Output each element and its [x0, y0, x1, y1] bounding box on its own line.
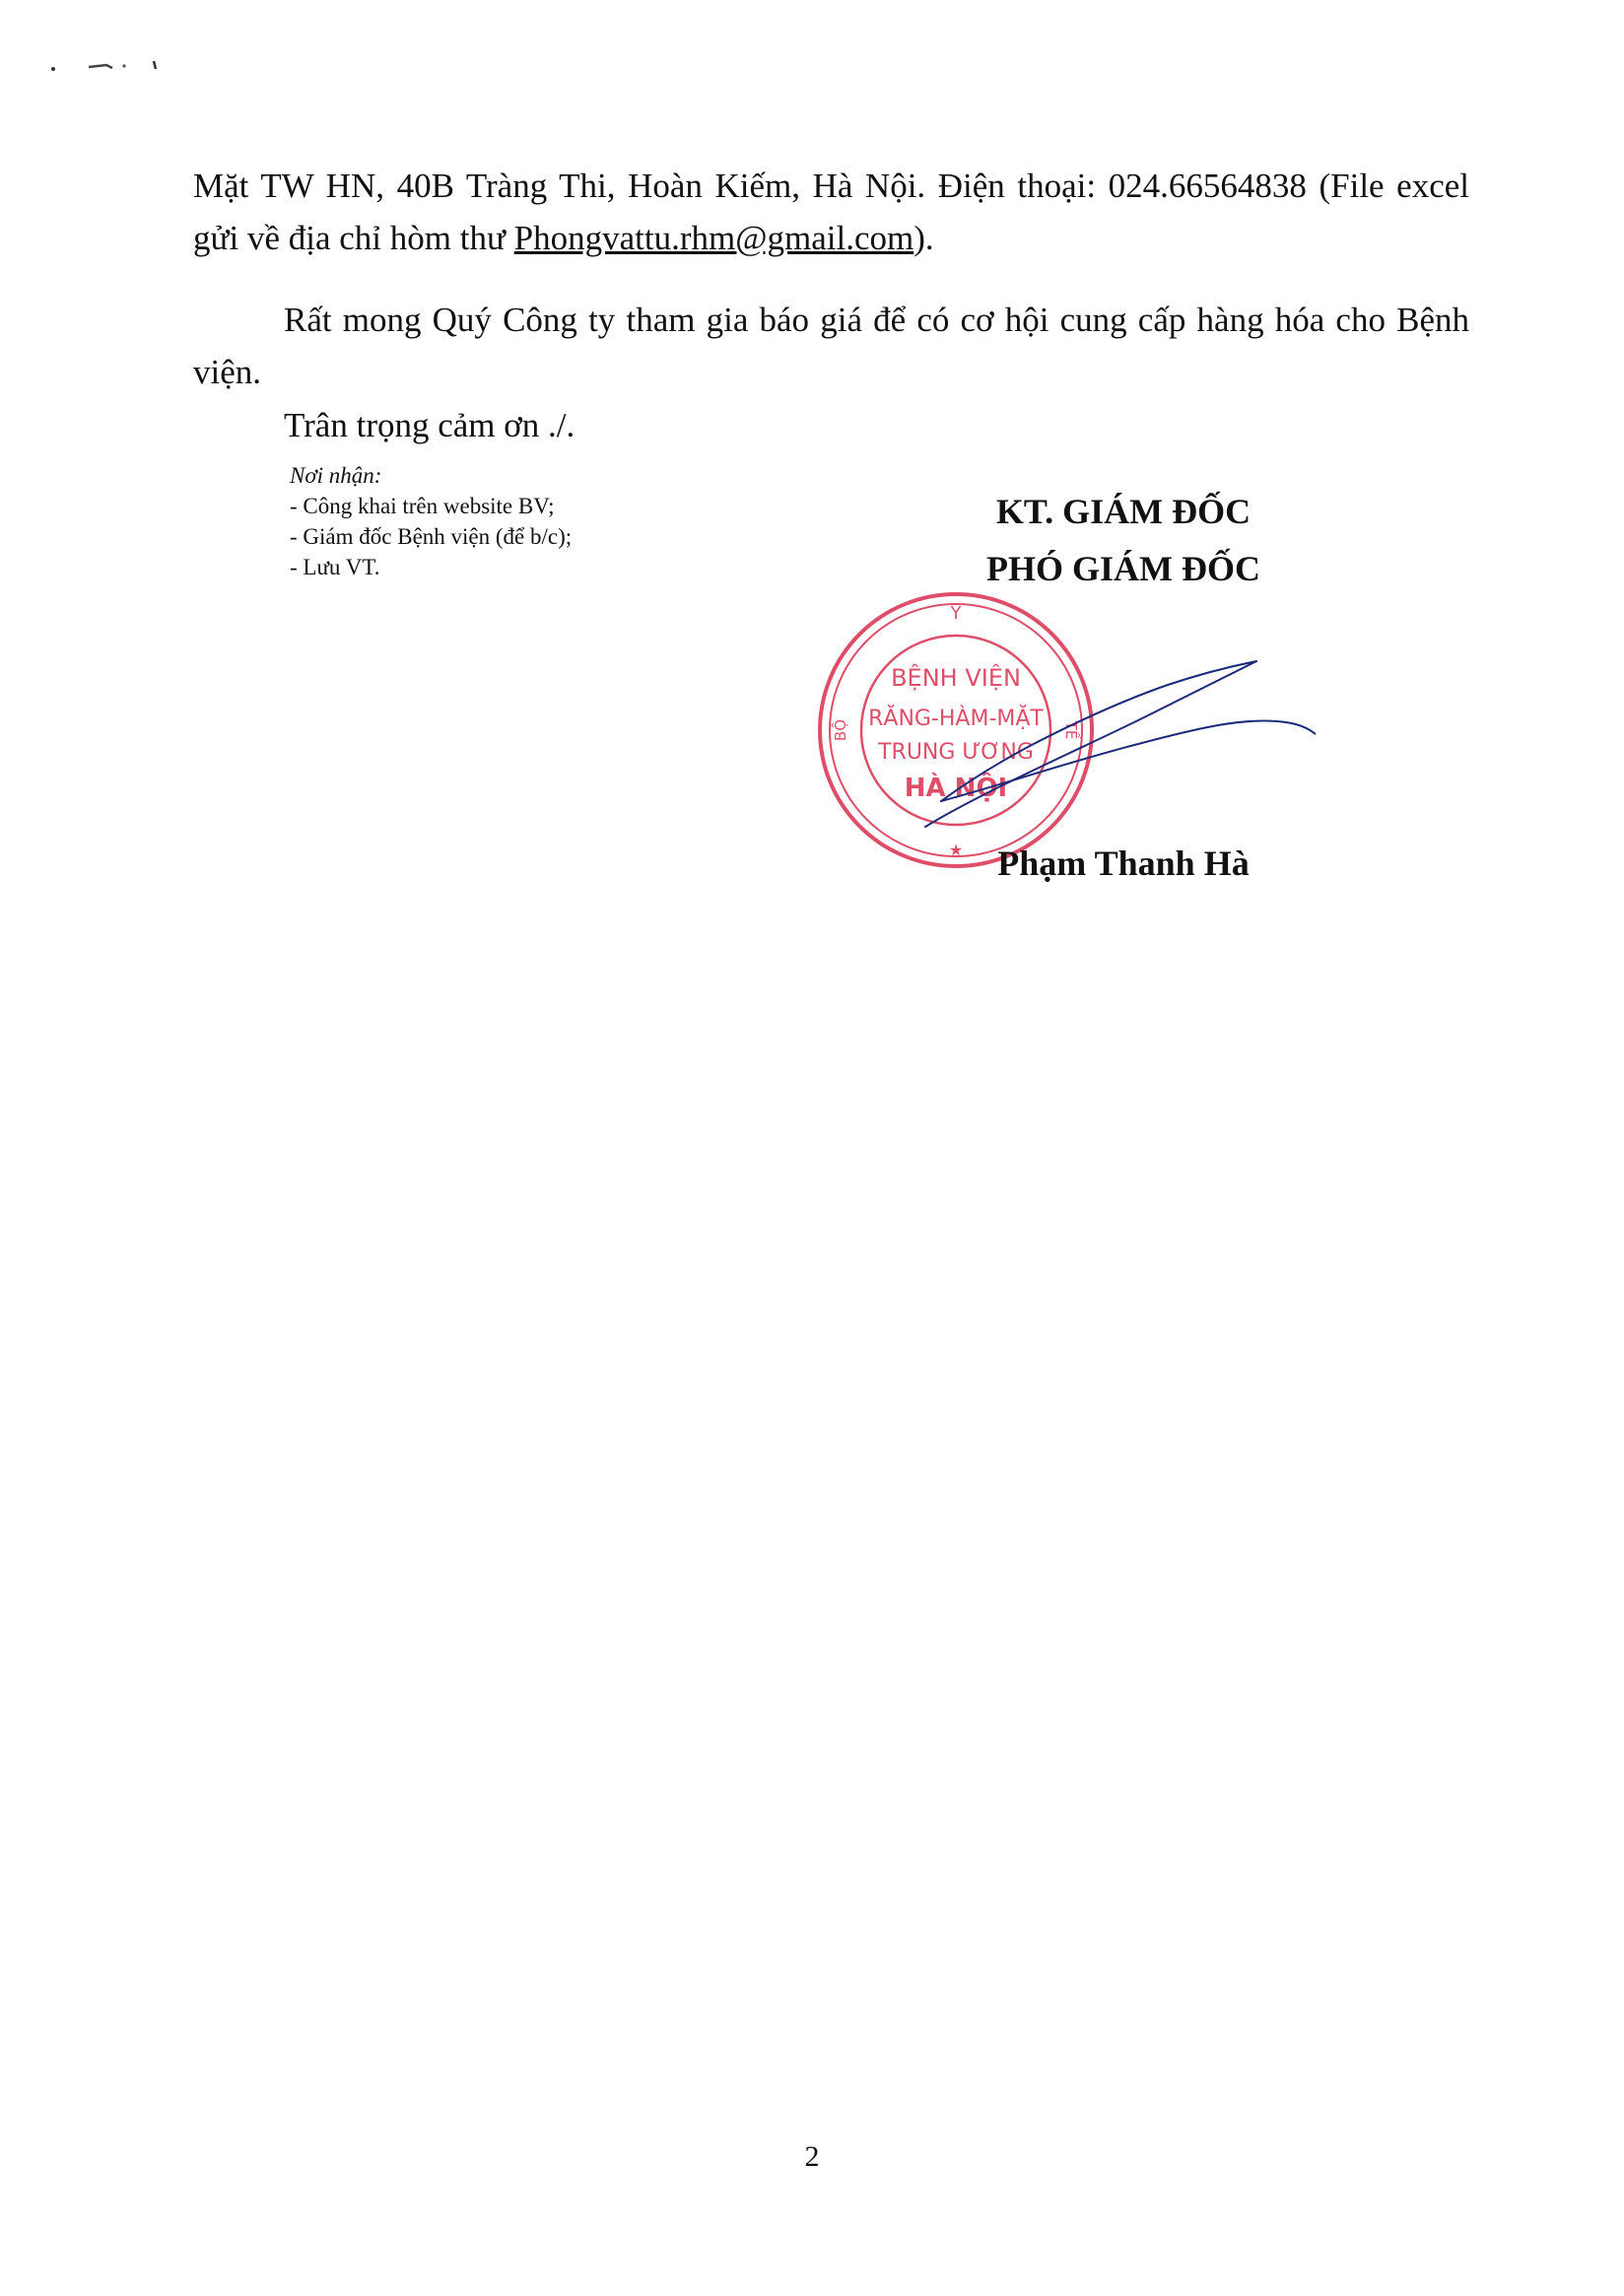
- recipients-list: [290, 491, 572, 582]
- email-suffix: ).: [914, 219, 934, 257]
- stamp-top-text: Y: [950, 603, 962, 624]
- email-link[interactable]: Phongvattu.rhm@gmail.com: [513, 219, 914, 257]
- thanks-line: Trân trọng cảm ơn ./.: [284, 406, 575, 444]
- recipients-block: [290, 460, 572, 582]
- stamp-line-3: TRUNG ƯƠNG: [878, 740, 1034, 765]
- stamp-right-text: TẾ: [1062, 720, 1080, 740]
- recipient-item: - Lưu VT.: [290, 552, 572, 582]
- stamp-left-text: BỘ: [832, 718, 849, 742]
- signature-title-line-1: KT. GIÁM ĐỐC: [995, 492, 1252, 531]
- signer-name: Phạm Thanh Hà: [997, 844, 1250, 883]
- signature-title-block: [936, 483, 1311, 597]
- stamp-line-4: HÀ NỘI: [904, 774, 1008, 803]
- recipients-label: Nơi nhận:: [290, 463, 382, 488]
- email-prefix: gửi về địa chỉ hòm thư: [193, 219, 514, 257]
- scan-marks: [47, 57, 166, 77]
- signature-title-line-2: PHÓ GIÁM ĐỐC: [986, 549, 1260, 588]
- handwritten-signature: [912, 645, 1316, 843]
- stamp-line-1: BỆNH VIỆN: [891, 664, 1021, 692]
- recipient-item: - Công khai trên website BV;: [290, 491, 572, 521]
- stamp-line-2: RĂNG-HÀM-MẶT: [868, 707, 1044, 731]
- recipient-item: - Giám đốc Bệnh viện (để b/c);: [290, 521, 572, 552]
- stamp-star-icon: ★: [948, 841, 964, 859]
- address-paragraph: [193, 160, 1469, 264]
- request-paragraph: Rất mong Quý Công ty tham gia báo giá để có cơ hội cung cấp hàng hóa cho Bệnh viện.: [193, 301, 1469, 391]
- page-number: 2: [804, 2140, 820, 2173]
- address-line: Mặt TW HN, 40B Tràng Thi, Hoàn Kiếm, Hà Nội. Điện thoại: 024.66564838 (File excel: [193, 167, 1469, 205]
